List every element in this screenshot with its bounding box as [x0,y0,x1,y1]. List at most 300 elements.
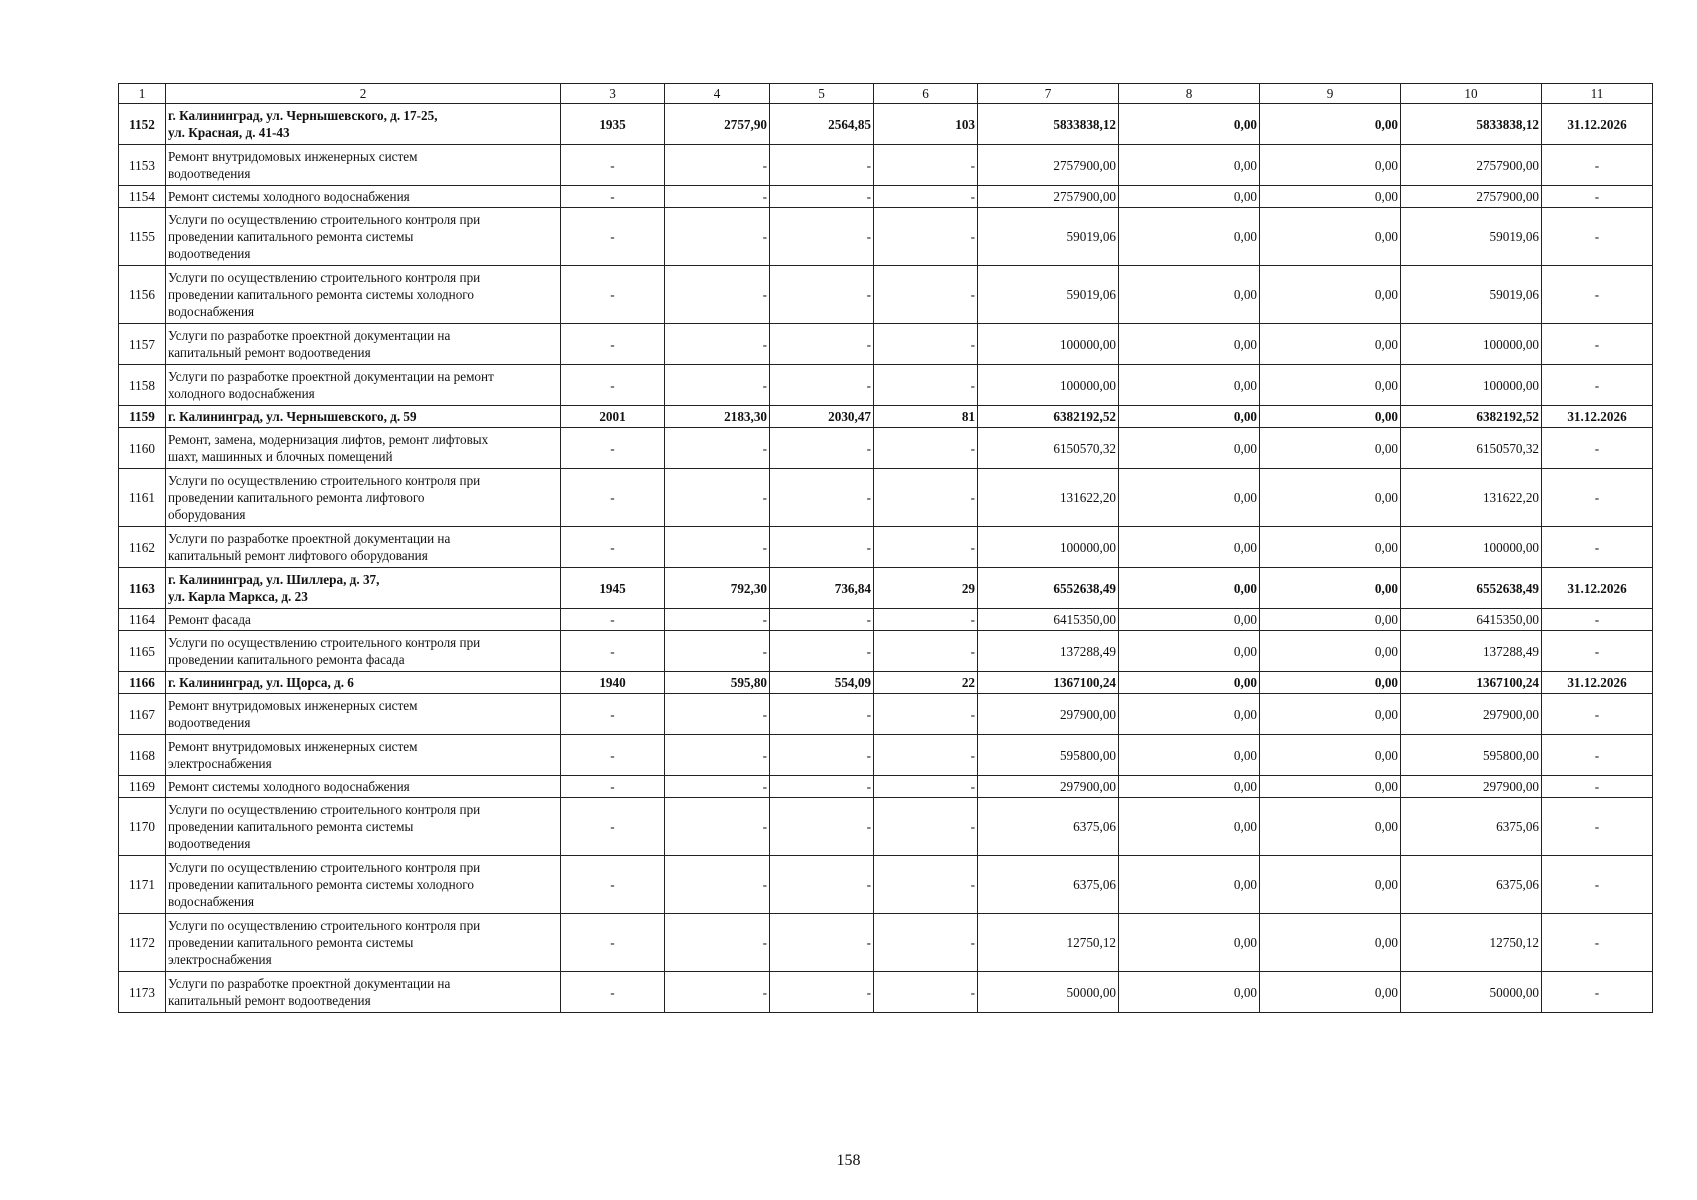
row-number: 1156 [119,266,166,324]
cell-c7: 2757900,00 [978,145,1119,186]
cell-c6: 81 [874,406,978,428]
description-line: водоотведения [168,166,251,181]
description-line: капитальный ремонт водоотведения [168,993,371,1008]
cell-c5: - [770,365,874,406]
description-line: проведении капитального ремонта системы [168,229,414,244]
description-line: электроснабжения [168,756,272,771]
description-line: Услуги по осуществлению строительного контроля при [168,860,481,875]
cell-c5: - [770,208,874,266]
cell-c8: 0,00 [1119,776,1260,798]
cell-c9: 0,00 [1260,104,1401,145]
cell-c6: - [874,798,978,856]
row-number: 1160 [119,428,166,469]
cell-c10: 131622,20 [1401,469,1542,527]
work-row [119,609,1653,631]
cell-c3: - [561,266,665,324]
cell-c6: - [874,266,978,324]
cell-c4: - [665,694,770,735]
header-cell: 10 [1401,84,1542,104]
cell-c8: 0,00 [1119,266,1260,324]
description-line: холодного водоснабжения [168,386,315,401]
cell-c3: - [561,856,665,914]
row-number: 1165 [119,631,166,672]
cell-c6: - [874,527,978,568]
description-line: проведении капитального ремонта лифтового [168,490,425,505]
cell-c7: 297900,00 [978,694,1119,735]
cell-c9: 0,00 [1260,694,1401,735]
cell-c11: 31.12.2026 [1542,672,1653,694]
cell-c10: 100000,00 [1401,527,1542,568]
cell-c3: - [561,186,665,208]
cell-c8: 0,00 [1119,104,1260,145]
work-row [119,798,1653,856]
description-line: шахт, машинных и блочных помещений [168,449,393,464]
description-line: Услуги по разработке проектной документации на ремонт [168,369,494,384]
cell-c11: - [1542,914,1653,972]
row-number: 1153 [119,145,166,186]
cell-c3: - [561,365,665,406]
cell-c3: - [561,469,665,527]
address-row [119,672,1653,694]
header-cell: 3 [561,84,665,104]
description-cell [166,609,561,631]
cell-c11: - [1542,145,1653,186]
cell-c10: 297900,00 [1401,776,1542,798]
description-line: г. Калининград, ул. Щорса, д. 6 [168,675,354,690]
page-number: 158 [836,1152,861,1169]
description-line: проведении капитального ремонта фасада [168,652,405,667]
cell-c8: 0,00 [1119,568,1260,609]
cell-c8: 0,00 [1119,798,1260,856]
description-line: Услуги по разработке проектной документации на [168,328,451,343]
cell-c6: - [874,208,978,266]
cell-c10: 6375,06 [1401,856,1542,914]
description-line: г. Калининград, ул. Шиллера, д. 37, [168,572,380,587]
cell-c10: 6415350,00 [1401,609,1542,631]
cell-c8: 0,00 [1119,208,1260,266]
description-line: проведении капитального ремонта системы [168,819,414,834]
cell-c9: 0,00 [1260,856,1401,914]
description-line: Ремонт внутридомовых инженерных систем [168,149,418,164]
cell-c7: 59019,06 [978,208,1119,266]
row-number: 1168 [119,735,166,776]
description-line: водоотведения [168,836,251,851]
cell-c10: 6382192,52 [1401,406,1542,428]
cell-c9: 0,00 [1260,776,1401,798]
description-cell [166,365,561,406]
cell-c10: 1367100,24 [1401,672,1542,694]
cell-c5: - [770,266,874,324]
description-line: оборудования [168,507,246,522]
cell-c9: 0,00 [1260,145,1401,186]
cell-c7: 6375,06 [978,856,1119,914]
cell-c11: - [1542,324,1653,365]
cell-c11: - [1542,609,1653,631]
cell-c7: 59019,06 [978,266,1119,324]
work-row [119,186,1653,208]
description-cell [166,972,561,1013]
cell-c11: - [1542,266,1653,324]
cell-c3: - [561,324,665,365]
cell-c5: - [770,972,874,1013]
description-line: Услуги по осуществлению строительного контроля при [168,918,481,933]
cell-c10: 5833838,12 [1401,104,1542,145]
cell-c6: - [874,694,978,735]
cell-c4: - [665,428,770,469]
work-row [119,972,1653,1013]
description-line: Услуги по осуществлению строительного контроля при [168,270,481,285]
cell-c3: - [561,609,665,631]
cell-c9: 0,00 [1260,324,1401,365]
cell-c8: 0,00 [1119,972,1260,1013]
cell-c8: 0,00 [1119,609,1260,631]
cell-c11: 31.12.2026 [1542,568,1653,609]
cell-c5: - [770,776,874,798]
work-row [119,776,1653,798]
cell-c11: 31.12.2026 [1542,406,1653,428]
cell-c7: 6552638,49 [978,568,1119,609]
cell-c10: 6375,06 [1401,798,1542,856]
address-row [119,104,1653,145]
row-number: 1154 [119,186,166,208]
cell-c9: 0,00 [1260,798,1401,856]
cell-c8: 0,00 [1119,631,1260,672]
cell-c8: 0,00 [1119,469,1260,527]
cell-c3: - [561,972,665,1013]
cell-c10: 100000,00 [1401,324,1542,365]
description-line: Ремонт, замена, модернизация лифтов, ремонт лифтовых [168,432,489,447]
description-line: проведении капитального ремонта системы [168,935,414,950]
cell-c11: 31.12.2026 [1542,104,1653,145]
description-line: Ремонт внутридомовых инженерных систем [168,698,418,713]
description-cell [166,914,561,972]
work-row [119,266,1653,324]
row-number: 1162 [119,527,166,568]
cell-c11: - [1542,469,1653,527]
description-line: Ремонт внутридомовых инженерных систем [168,739,418,754]
cell-c8: 0,00 [1119,365,1260,406]
cell-c7: 6375,06 [978,798,1119,856]
cell-c3: - [561,527,665,568]
row-number: 1166 [119,672,166,694]
row-number: 1163 [119,568,166,609]
cell-c5: - [770,186,874,208]
cell-c11: - [1542,365,1653,406]
cell-c7: 131622,20 [978,469,1119,527]
work-row [119,631,1653,672]
header-cell: 6 [874,84,978,104]
cell-c4: - [665,972,770,1013]
cell-c8: 0,00 [1119,406,1260,428]
cell-c9: 0,00 [1260,266,1401,324]
cell-c6: - [874,856,978,914]
cell-c8: 0,00 [1119,694,1260,735]
cell-c5: 2564,85 [770,104,874,145]
cell-c3: - [561,631,665,672]
description-cell [166,631,561,672]
description-cell [166,856,561,914]
cell-c5: 736,84 [770,568,874,609]
cell-c5: - [770,914,874,972]
cell-c8: 0,00 [1119,672,1260,694]
description-line: электроснабжения [168,952,272,967]
cell-c5: - [770,735,874,776]
work-row [119,694,1653,735]
cell-c5: - [770,694,874,735]
description-line: водоотведения [168,246,251,261]
cell-c9: 0,00 [1260,365,1401,406]
cell-c4: - [665,527,770,568]
header-cell: 9 [1260,84,1401,104]
cell-c4: - [665,145,770,186]
works-table [118,83,1653,1013]
cell-c9: 0,00 [1260,428,1401,469]
description-cell [166,208,561,266]
cell-c11: - [1542,972,1653,1013]
header-cell: 1 [119,84,166,104]
cell-c3: - [561,428,665,469]
cell-c10: 50000,00 [1401,972,1542,1013]
description-line: г. Калининград, ул. Чернышевского, д. 59 [168,409,417,424]
description-line: капитальный ремонт лифтового оборудования [168,548,428,563]
header-row [119,84,1653,104]
work-row [119,469,1653,527]
cell-c4: - [665,186,770,208]
description-cell [166,406,561,428]
cell-c4: - [665,324,770,365]
cell-c4: - [665,631,770,672]
cell-c11: - [1542,856,1653,914]
cell-c4: - [665,609,770,631]
cell-c4: 595,80 [665,672,770,694]
cell-c10: 6150570,32 [1401,428,1542,469]
cell-c6: - [874,324,978,365]
cell-c5: - [770,631,874,672]
header-cell: 7 [978,84,1119,104]
cell-c3: - [561,694,665,735]
cell-c3: - [561,798,665,856]
row-number: 1172 [119,914,166,972]
description-cell [166,186,561,208]
cell-c10: 595800,00 [1401,735,1542,776]
description-line: Услуги по осуществлению строительного контроля при [168,635,481,650]
row-number: 1157 [119,324,166,365]
header-cell: 8 [1119,84,1260,104]
cell-c11: - [1542,735,1653,776]
cell-c5: - [770,324,874,365]
cell-c9: 0,00 [1260,735,1401,776]
cell-c3: 1945 [561,568,665,609]
cell-c5: - [770,856,874,914]
work-row [119,208,1653,266]
description-line: проведении капитального ремонта системы холодного [168,877,474,892]
cell-c9: 0,00 [1260,406,1401,428]
cell-c6: - [874,914,978,972]
cell-c6: 29 [874,568,978,609]
description-line: водоотведения [168,715,251,730]
cell-c4: - [665,798,770,856]
work-row [119,527,1653,568]
description-line: Ремонт фасада [168,612,251,627]
address-row [119,568,1653,609]
row-number: 1169 [119,776,166,798]
row-number: 1164 [119,609,166,631]
cell-c7: 100000,00 [978,527,1119,568]
cell-c6: - [874,145,978,186]
cell-c3: 1940 [561,672,665,694]
cell-c4: 2183,30 [665,406,770,428]
cell-c4: - [665,856,770,914]
cell-c9: 0,00 [1260,914,1401,972]
description-line: ул. Красная, д. 41-43 [168,125,290,140]
cell-c8: 0,00 [1119,145,1260,186]
description-line: Услуги по разработке проектной документации на [168,976,451,991]
row-number: 1161 [119,469,166,527]
cell-c6: - [874,186,978,208]
cell-c10: 137288,49 [1401,631,1542,672]
cell-c7: 1367100,24 [978,672,1119,694]
address-row [119,406,1653,428]
cell-c8: 0,00 [1119,428,1260,469]
description-line: Услуги по осуществлению строительного контроля при [168,802,481,817]
cell-c7: 297900,00 [978,776,1119,798]
cell-c3: - [561,145,665,186]
row-number: 1155 [119,208,166,266]
cell-c7: 5833838,12 [978,104,1119,145]
cell-c11: - [1542,776,1653,798]
cell-c9: 0,00 [1260,208,1401,266]
cell-c7: 100000,00 [978,365,1119,406]
description-cell [166,527,561,568]
description-line: водоснабжения [168,304,255,319]
cell-c4: - [665,266,770,324]
row-number: 1173 [119,972,166,1013]
description-cell [166,798,561,856]
work-row [119,145,1653,186]
cell-c6: - [874,631,978,672]
description-cell [166,104,561,145]
work-row [119,428,1653,469]
cell-c7: 2757900,00 [978,186,1119,208]
cell-c10: 59019,06 [1401,266,1542,324]
row-number: 1159 [119,406,166,428]
cell-c4: - [665,735,770,776]
header-cell: 2 [166,84,561,104]
cell-c6: 22 [874,672,978,694]
cell-c9: 0,00 [1260,609,1401,631]
description-cell [166,266,561,324]
description-line: ул. Карла Маркса, д. 23 [168,589,308,604]
cell-c3: - [561,776,665,798]
cell-c10: 2757900,00 [1401,145,1542,186]
cell-c8: 0,00 [1119,324,1260,365]
cell-c7: 137288,49 [978,631,1119,672]
cell-c5: - [770,428,874,469]
description-cell [166,694,561,735]
cell-c8: 0,00 [1119,914,1260,972]
description-cell [166,428,561,469]
description-cell [166,469,561,527]
description-line: Услуги по осуществлению строительного контроля при [168,212,481,227]
description-line: г. Калининград, ул. Чернышевского, д. 17-25, [168,108,438,123]
cell-c3: - [561,208,665,266]
cell-c10: 6552638,49 [1401,568,1542,609]
cell-c5: - [770,145,874,186]
cell-c11: - [1542,208,1653,266]
cell-c10: 297900,00 [1401,694,1542,735]
row-number: 1170 [119,798,166,856]
cell-c3: 2001 [561,406,665,428]
cell-c7: 50000,00 [978,972,1119,1013]
cell-c9: 0,00 [1260,568,1401,609]
cell-c6: - [874,776,978,798]
cell-c9: 0,00 [1260,527,1401,568]
description-line: Услуги по разработке проектной документации на [168,531,451,546]
description-cell [166,145,561,186]
cell-c5: - [770,798,874,856]
description-line: проведении капитального ремонта системы холодного [168,287,474,302]
cell-c3: 1935 [561,104,665,145]
cell-c10: 2757900,00 [1401,186,1542,208]
cell-c6: - [874,972,978,1013]
cell-c6: - [874,735,978,776]
description-line: водоснабжения [168,894,255,909]
cell-c5: - [770,609,874,631]
cell-c10: 59019,06 [1401,208,1542,266]
cell-c6: - [874,428,978,469]
cell-c7: 6382192,52 [978,406,1119,428]
cell-c4: 2757,90 [665,104,770,145]
work-row [119,324,1653,365]
cell-c4: - [665,776,770,798]
cell-c5: 554,09 [770,672,874,694]
description-cell [166,672,561,694]
work-row [119,365,1653,406]
row-number: 1158 [119,365,166,406]
cell-c5: - [770,527,874,568]
cell-c11: - [1542,186,1653,208]
cell-c9: 0,00 [1260,186,1401,208]
cell-c7: 12750,12 [978,914,1119,972]
work-row [119,914,1653,972]
cell-c6: - [874,365,978,406]
cell-c5: - [770,469,874,527]
row-number: 1171 [119,856,166,914]
description-cell [166,735,561,776]
cell-c9: 0,00 [1260,972,1401,1013]
cell-c9: 0,00 [1260,469,1401,527]
description-cell [166,776,561,798]
row-number: 1167 [119,694,166,735]
cell-c7: 6415350,00 [978,609,1119,631]
header-cell: 11 [1542,84,1653,104]
cell-c5: 2030,47 [770,406,874,428]
cell-c4: 792,30 [665,568,770,609]
cell-c8: 0,00 [1119,527,1260,568]
description-line: Ремонт системы холодного водоснабжения [168,189,410,204]
cell-c6: 103 [874,104,978,145]
cell-c9: 0,00 [1260,631,1401,672]
cell-c4: - [665,914,770,972]
cell-c7: 100000,00 [978,324,1119,365]
header-cell: 4 [665,84,770,104]
cell-c4: - [665,469,770,527]
cell-c4: - [665,365,770,406]
description-cell [166,324,561,365]
cell-c9: 0,00 [1260,672,1401,694]
cell-c6: - [874,609,978,631]
description-line: Услуги по осуществлению строительного контроля при [168,473,481,488]
